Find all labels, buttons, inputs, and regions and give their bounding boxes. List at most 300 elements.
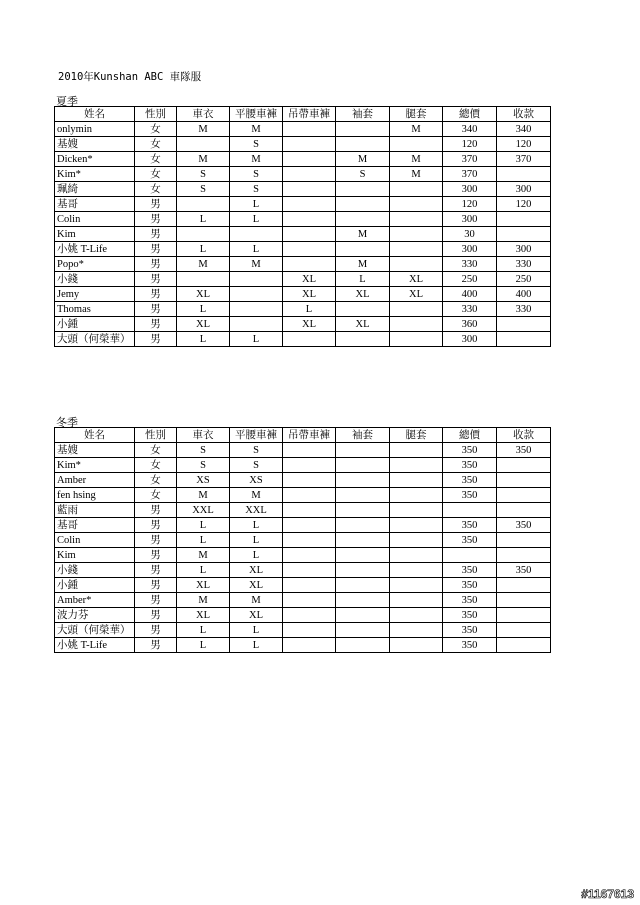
cell-bib-shorts-strap (283, 257, 336, 272)
table-row (55, 458, 551, 473)
cell-bib-shorts-waist: XL (230, 578, 283, 593)
table-row (55, 638, 551, 653)
column-header-arm-warmers: 袖套 (336, 428, 390, 443)
cell-paid: 120 (497, 197, 551, 212)
cell-total-price: 300 (443, 212, 497, 227)
cell-bib-shorts-strap (283, 503, 336, 518)
cell-name: 波力芬 (55, 608, 135, 623)
table-row (55, 443, 551, 458)
table-row (55, 317, 551, 332)
cell-jersey: L (177, 533, 230, 548)
cell-bib-shorts-strap (283, 488, 336, 503)
cell-jersey: L (177, 242, 230, 257)
cell-jersey: XL (177, 317, 230, 332)
cell-bib-shorts-strap (283, 122, 336, 137)
cell-total-price: 300 (443, 332, 497, 347)
cell-arm-warmers (336, 182, 390, 197)
cell-leg-warmers (390, 443, 443, 458)
cell-arm-warmers: S (336, 167, 390, 182)
cell-arm-warmers (336, 593, 390, 608)
cell-total-price: 350 (443, 578, 497, 593)
table-row (55, 227, 551, 242)
cell-total-price: 350 (443, 458, 497, 473)
cell-leg-warmers: M (390, 122, 443, 137)
cell-bib-shorts-strap: XL (283, 272, 336, 287)
table-row (55, 533, 551, 548)
cell-leg-warmers: M (390, 167, 443, 182)
cell-paid: 340 (497, 122, 551, 137)
cell-arm-warmers (336, 443, 390, 458)
cell-arm-warmers (336, 458, 390, 473)
cell-total-price: 120 (443, 137, 497, 152)
cell-total-price: 350 (443, 488, 497, 503)
cell-leg-warmers (390, 302, 443, 317)
cell-arm-warmers (336, 212, 390, 227)
cell-bib-shorts-strap (283, 227, 336, 242)
cell-arm-warmers (336, 488, 390, 503)
cell-leg-warmers (390, 608, 443, 623)
cell-arm-warmers (336, 302, 390, 317)
table-row (55, 593, 551, 608)
cell-total-price: 350 (443, 593, 497, 608)
cell-gender: 女 (135, 458, 177, 473)
summer-section-label: 夏季 (56, 95, 78, 108)
cell-paid (497, 227, 551, 242)
cell-bib-shorts-waist: L (230, 197, 283, 212)
cell-name: 大頭（何榮華） (55, 623, 135, 638)
cell-jersey (177, 137, 230, 152)
cell-bib-shorts-strap (283, 212, 336, 227)
cell-name: Kim (55, 227, 135, 242)
winter-body (55, 443, 551, 653)
cell-bib-shorts-strap (283, 443, 336, 458)
cell-jersey: XS (177, 473, 230, 488)
cell-leg-warmers (390, 578, 443, 593)
cell-total-price: 30 (443, 227, 497, 242)
cell-leg-warmers (390, 257, 443, 272)
cell-jersey: M (177, 152, 230, 167)
cell-leg-warmers (390, 242, 443, 257)
cell-bib-shorts-strap: XL (283, 287, 336, 302)
cell-total-price: 400 (443, 287, 497, 302)
cell-total-price (443, 503, 497, 518)
cell-leg-warmers (390, 533, 443, 548)
cell-paid (497, 593, 551, 608)
cell-gender: 男 (135, 593, 177, 608)
cell-arm-warmers (336, 518, 390, 533)
cell-total-price: 350 (443, 473, 497, 488)
column-header-gender: 性別 (135, 428, 177, 443)
cell-jersey: S (177, 167, 230, 182)
cell-bib-shorts-strap (283, 167, 336, 182)
cell-gender: 男 (135, 257, 177, 272)
cell-arm-warmers (336, 533, 390, 548)
cell-arm-warmers (336, 578, 390, 593)
cell-total-price: 350 (443, 443, 497, 458)
cell-bib-shorts-waist: S (230, 443, 283, 458)
cell-bib-shorts-waist: XXL (230, 503, 283, 518)
cell-arm-warmers: XL (336, 287, 390, 302)
cell-name: 珮綺 (55, 182, 135, 197)
cell-bib-shorts-waist: XS (230, 473, 283, 488)
column-header-jersey: 車衣 (177, 428, 230, 443)
cell-jersey: L (177, 518, 230, 533)
cell-total-price: 330 (443, 257, 497, 272)
cell-name: Thomas (55, 302, 135, 317)
cell-name: Kim* (55, 167, 135, 182)
cell-bib-shorts-strap (283, 563, 336, 578)
cell-gender: 女 (135, 488, 177, 503)
cell-leg-warmers (390, 317, 443, 332)
table-row (55, 563, 551, 578)
cell-jersey: XL (177, 287, 230, 302)
cell-arm-warmers (336, 563, 390, 578)
cell-leg-warmers (390, 332, 443, 347)
cell-bib-shorts-strap (283, 608, 336, 623)
cell-gender: 女 (135, 122, 177, 137)
table-row (55, 167, 551, 182)
cell-gender: 女 (135, 473, 177, 488)
cell-paid: 350 (497, 563, 551, 578)
cell-bib-shorts-waist: L (230, 332, 283, 347)
cell-name: 小姚 T-Life (55, 242, 135, 257)
cell-bib-shorts-strap (283, 638, 336, 653)
cell-jersey: M (177, 257, 230, 272)
cell-gender: 男 (135, 272, 177, 287)
cell-gender: 男 (135, 608, 177, 623)
table-row (55, 332, 551, 347)
cell-bib-shorts-strap: XL (283, 317, 336, 332)
cell-arm-warmers (336, 332, 390, 347)
cell-leg-warmers (390, 593, 443, 608)
table-row (55, 488, 551, 503)
cell-leg-warmers (390, 563, 443, 578)
cell-bib-shorts-waist: L (230, 548, 283, 563)
cell-bib-shorts-waist: L (230, 242, 283, 257)
table-row (55, 122, 551, 137)
cell-name: 小鍾 (55, 578, 135, 593)
cell-bib-shorts-waist: XL (230, 608, 283, 623)
cell-paid (497, 578, 551, 593)
cell-bib-shorts-strap (283, 578, 336, 593)
cell-jersey: L (177, 563, 230, 578)
cell-total-price: 350 (443, 518, 497, 533)
cell-leg-warmers (390, 503, 443, 518)
cell-leg-warmers (390, 518, 443, 533)
cell-name: 基嫂 (55, 137, 135, 152)
cell-gender: 男 (135, 242, 177, 257)
cell-paid (497, 458, 551, 473)
cell-gender: 男 (135, 302, 177, 317)
cell-paid (497, 332, 551, 347)
cell-total-price: 350 (443, 563, 497, 578)
cell-total-price: 300 (443, 182, 497, 197)
cell-bib-shorts-strap (283, 518, 336, 533)
cell-bib-shorts-strap (283, 197, 336, 212)
table-row (55, 212, 551, 227)
cell-name: fen hsing (55, 488, 135, 503)
table-row (55, 623, 551, 638)
cell-bib-shorts-waist (230, 272, 283, 287)
column-header-leg-warmers: 腿套 (390, 428, 443, 443)
cell-name: Amber* (55, 593, 135, 608)
cell-bib-shorts-strap (283, 182, 336, 197)
cell-paid (497, 608, 551, 623)
cell-total-price: 350 (443, 623, 497, 638)
column-header-bib-shorts-waist: 平腰車褲 (230, 428, 283, 443)
table-row (55, 197, 551, 212)
cell-bib-shorts-strap (283, 137, 336, 152)
cell-total-price: 360 (443, 317, 497, 332)
cell-paid: 300 (497, 182, 551, 197)
cell-total-price: 340 (443, 122, 497, 137)
cell-total-price: 330 (443, 302, 497, 317)
cell-arm-warmers: L (336, 272, 390, 287)
cell-arm-warmers (336, 197, 390, 212)
cell-bib-shorts-waist: L (230, 212, 283, 227)
cell-jersey (177, 197, 230, 212)
cell-gender: 男 (135, 212, 177, 227)
cell-paid: 350 (497, 518, 551, 533)
cell-jersey: M (177, 593, 230, 608)
cell-bib-shorts-waist (230, 317, 283, 332)
cell-jersey: L (177, 302, 230, 317)
cell-leg-warmers (390, 638, 443, 653)
cell-name: 小鍾 (55, 317, 135, 332)
cell-arm-warmers (336, 473, 390, 488)
cell-bib-shorts-waist: S (230, 167, 283, 182)
cell-gender: 男 (135, 227, 177, 242)
cell-name: 小錢 (55, 563, 135, 578)
cell-paid (497, 533, 551, 548)
winter-header-row (55, 428, 551, 443)
column-header-total-price: 總價 (443, 107, 497, 122)
cell-name: 小姚 T-Life (55, 638, 135, 653)
cell-bib-shorts-strap (283, 332, 336, 347)
cell-bib-shorts-waist: L (230, 533, 283, 548)
column-header-bib-shorts-strap: 吊帶車褲 (283, 107, 336, 122)
cell-bib-shorts-waist: L (230, 638, 283, 653)
cell-bib-shorts-waist: M (230, 257, 283, 272)
column-header-total-price: 總價 (443, 428, 497, 443)
cell-paid (497, 488, 551, 503)
cell-leg-warmers (390, 488, 443, 503)
document-title: 2010年Kunshan ABC 車隊服 (58, 71, 202, 83)
cell-name: Popo* (55, 257, 135, 272)
cell-jersey: XXL (177, 503, 230, 518)
cell-gender: 男 (135, 533, 177, 548)
cell-jersey: L (177, 638, 230, 653)
column-header-gender: 性別 (135, 107, 177, 122)
cell-gender: 女 (135, 182, 177, 197)
watermark-id: #1167613 (581, 887, 634, 901)
winter-section-label: 冬季 (56, 416, 78, 429)
cell-name: 小錢 (55, 272, 135, 287)
cell-paid (497, 317, 551, 332)
cell-bib-shorts-strap (283, 458, 336, 473)
column-header-arm-warmers: 袖套 (336, 107, 390, 122)
cell-jersey: L (177, 212, 230, 227)
cell-name: 藍雨 (55, 503, 135, 518)
column-header-bib-shorts-strap: 吊帶車褲 (283, 428, 336, 443)
cell-jersey: S (177, 182, 230, 197)
cell-jersey: XL (177, 578, 230, 593)
cell-bib-shorts-waist: M (230, 152, 283, 167)
cell-bib-shorts-waist: M (230, 122, 283, 137)
cell-total-price: 350 (443, 608, 497, 623)
cell-paid (497, 623, 551, 638)
cell-paid: 250 (497, 272, 551, 287)
table-row (55, 302, 551, 317)
column-header-name: 姓名 (55, 107, 135, 122)
table-row (55, 182, 551, 197)
cell-paid: 120 (497, 137, 551, 152)
column-header-bib-shorts-waist: 平腰車褲 (230, 107, 283, 122)
cell-gender: 男 (135, 638, 177, 653)
cell-name: 基哥 (55, 518, 135, 533)
cell-total-price (443, 548, 497, 563)
cell-gender: 男 (135, 623, 177, 638)
cell-name: Colin (55, 212, 135, 227)
cell-jersey: XL (177, 608, 230, 623)
cell-paid (497, 503, 551, 518)
cell-arm-warmers (336, 137, 390, 152)
cell-arm-warmers: M (336, 257, 390, 272)
cell-bib-shorts-waist: L (230, 623, 283, 638)
cell-total-price: 350 (443, 533, 497, 548)
cell-leg-warmers: XL (390, 272, 443, 287)
cell-gender: 女 (135, 137, 177, 152)
cell-total-price: 370 (443, 167, 497, 182)
cell-gender: 男 (135, 548, 177, 563)
cell-leg-warmers (390, 473, 443, 488)
cell-gender: 男 (135, 503, 177, 518)
cell-jersey: M (177, 548, 230, 563)
cell-jersey (177, 272, 230, 287)
cell-leg-warmers (390, 227, 443, 242)
cell-paid: 330 (497, 302, 551, 317)
cell-arm-warmers: M (336, 152, 390, 167)
summer-table (54, 106, 551, 347)
cell-gender: 男 (135, 197, 177, 212)
table-row (55, 578, 551, 593)
summer-body (55, 122, 551, 347)
cell-jersey: S (177, 443, 230, 458)
cell-name: Jemy (55, 287, 135, 302)
cell-gender: 男 (135, 317, 177, 332)
cell-name: Kim* (55, 458, 135, 473)
cell-leg-warmers (390, 137, 443, 152)
table-row (55, 137, 551, 152)
cell-gender: 男 (135, 518, 177, 533)
cell-paid: 400 (497, 287, 551, 302)
cell-paid (497, 548, 551, 563)
cell-bib-shorts-waist: S (230, 182, 283, 197)
cell-bib-shorts-strap: L (283, 302, 336, 317)
summer-header-row (55, 107, 551, 122)
cell-name: 大頭（何榮華） (55, 332, 135, 347)
cell-bib-shorts-strap (283, 533, 336, 548)
cell-leg-warmers: M (390, 152, 443, 167)
column-header-paid: 收款 (497, 428, 551, 443)
cell-paid: 300 (497, 242, 551, 257)
column-header-jersey: 車衣 (177, 107, 230, 122)
cell-bib-shorts-waist: M (230, 593, 283, 608)
table-row (55, 152, 551, 167)
cell-jersey: M (177, 122, 230, 137)
cell-total-price: 120 (443, 197, 497, 212)
table-row (55, 503, 551, 518)
cell-leg-warmers: XL (390, 287, 443, 302)
table-row (55, 518, 551, 533)
cell-gender: 男 (135, 578, 177, 593)
column-header-leg-warmers: 腿套 (390, 107, 443, 122)
cell-leg-warmers (390, 623, 443, 638)
cell-bib-shorts-strap (283, 593, 336, 608)
cell-gender: 女 (135, 443, 177, 458)
cell-gender: 女 (135, 152, 177, 167)
cell-bib-shorts-waist (230, 287, 283, 302)
winter-table (54, 427, 551, 653)
cell-bib-shorts-waist: S (230, 137, 283, 152)
cell-arm-warmers (336, 638, 390, 653)
cell-gender: 女 (135, 167, 177, 182)
cell-arm-warmers (336, 122, 390, 137)
cell-total-price: 350 (443, 638, 497, 653)
table-row (55, 287, 551, 302)
cell-paid: 350 (497, 443, 551, 458)
cell-name: Colin (55, 533, 135, 548)
cell-bib-shorts-strap (283, 473, 336, 488)
cell-paid (497, 473, 551, 488)
cell-jersey: L (177, 623, 230, 638)
cell-jersey (177, 227, 230, 242)
cell-leg-warmers (390, 197, 443, 212)
cell-bib-shorts-strap (283, 548, 336, 563)
cell-gender: 男 (135, 563, 177, 578)
table-row (55, 608, 551, 623)
table-row (55, 257, 551, 272)
cell-paid: 370 (497, 152, 551, 167)
cell-bib-shorts-waist (230, 227, 283, 242)
cell-name: Kim (55, 548, 135, 563)
cell-gender: 男 (135, 332, 177, 347)
cell-jersey: S (177, 458, 230, 473)
cell-paid (497, 212, 551, 227)
table-row (55, 473, 551, 488)
cell-leg-warmers (390, 458, 443, 473)
cell-total-price: 300 (443, 242, 497, 257)
cell-name: 基哥 (55, 197, 135, 212)
column-header-paid: 收款 (497, 107, 551, 122)
cell-bib-shorts-waist: S (230, 458, 283, 473)
cell-bib-shorts-strap (283, 623, 336, 638)
cell-jersey: M (177, 488, 230, 503)
cell-leg-warmers (390, 212, 443, 227)
cell-bib-shorts-waist (230, 302, 283, 317)
table-row (55, 242, 551, 257)
cell-total-price: 250 (443, 272, 497, 287)
cell-arm-warmers: XL (336, 317, 390, 332)
cell-bib-shorts-waist: XL (230, 563, 283, 578)
cell-paid (497, 167, 551, 182)
cell-arm-warmers (336, 608, 390, 623)
cell-arm-warmers: M (336, 227, 390, 242)
cell-total-price: 370 (443, 152, 497, 167)
cell-arm-warmers (336, 623, 390, 638)
cell-paid (497, 638, 551, 653)
cell-leg-warmers (390, 548, 443, 563)
